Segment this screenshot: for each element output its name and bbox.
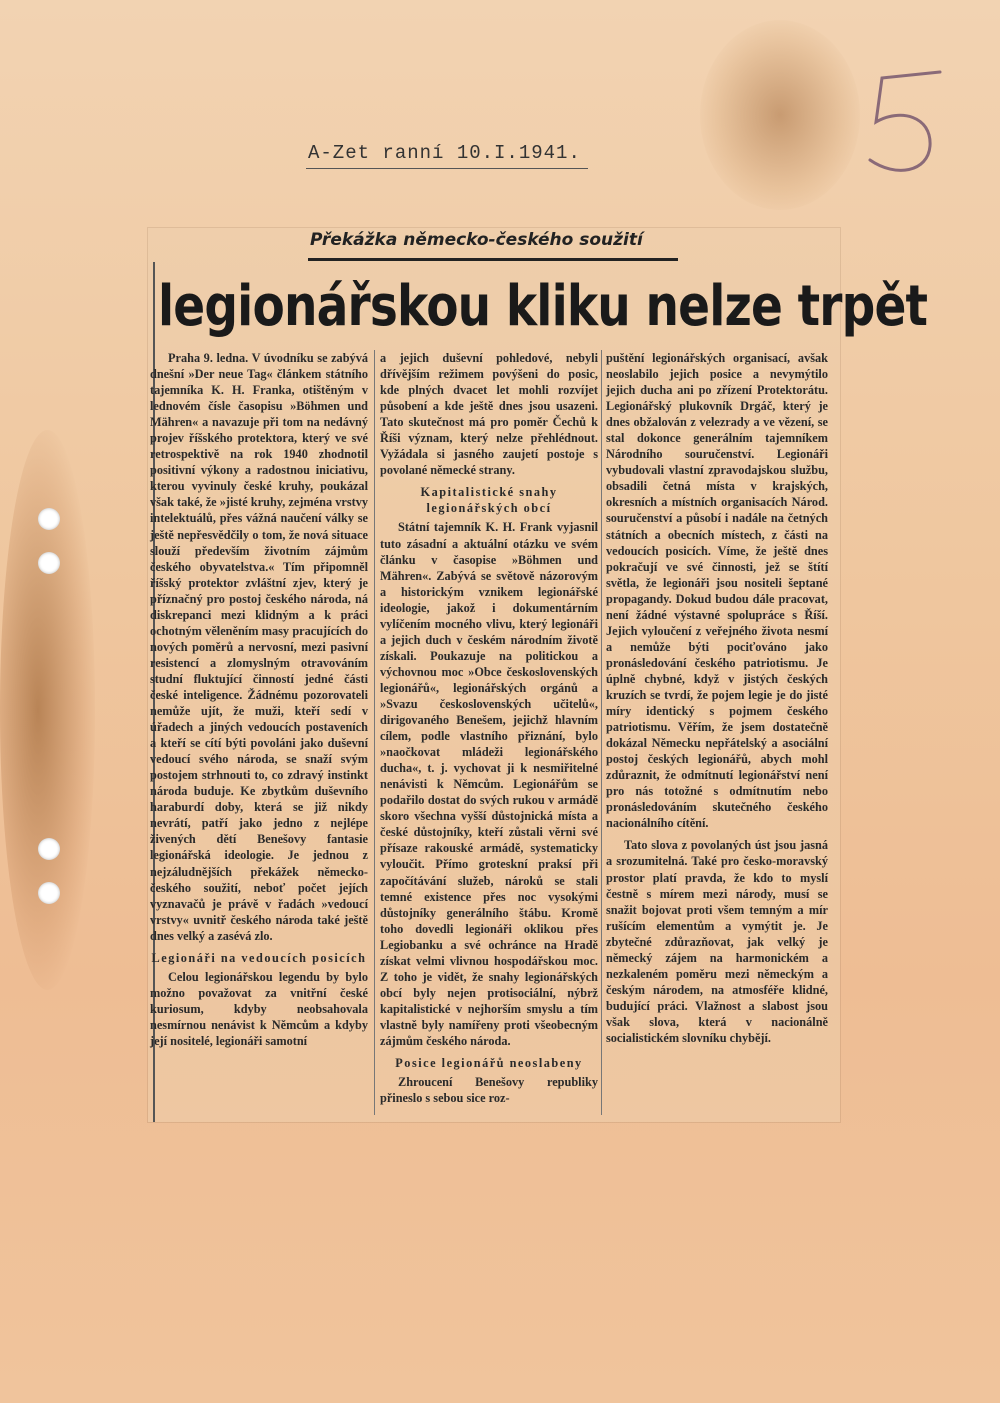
paragraph: Praha 9. ledna. V úvodníku se zabývá dnešní »Der neue Tag« článkem státního tajemníka K. H. Franka, otištěným v lednovém čísle časopisu »Böhmen und Mähren« a navazuje při tom na nedávný projev říšského protektora, který ve své retrospektivě na rok 1940 zhodnotil positivní výkony a radostnou iniciativu, kterou vyvinuly české kruhy, poukázal však také, že »jisté kruhy, zejména vrstvy intelektuálů, přes vážná naučení války se ještě nepřesvědčily o tom, že nová situace slouží především životním zájmům českého obyvatelstva.« Tím připomněl říšský protektor zvláštní zjev, který je příznačný pro postoj českého národa, ná diskrepanci mezi klidným a k práci ochotným věleněním masy pracujících do nových poměrů a nervosní, mezi pasivní resistencí a zlomyslným otravováním studní fluktující činností jedné části české inteligence. Žádnému pozorovateli nemůže ujít, že muži, kteří sedí v úřadech a jiných vedoucích postaveních a kteří se cítí býti povoláni jako duševní vedoucí svého národa, se snaží svým postojem strhnouti to, co zdravý instinkt národa buduje. Ke zbytkům duševního haraburdí doby, která se již nikdy nevrátí, patří jako jedno z nejlépe živených dětí Benešovy fantasie legionářská ideologie. Je jednou z nejzáludnějších překážek německo-českého soužití, neboť počet jejích vyznavačů je právě v řadách »vedoucí vrstvy« uvnitř českého národa také ještě dnes velký a zasévá zlo. (150, 351, 368, 943)
subheading: Legionáři na vedoucích posicích (151, 950, 367, 965)
article-column-2 (380, 350, 598, 1106)
article-kicker: Překážka německo-českého soužití (310, 230, 643, 250)
punch-hole (38, 838, 60, 860)
header-underline (306, 168, 588, 169)
kicker-rule (308, 258, 678, 261)
handwritten-number-mark (840, 60, 960, 180)
subheading: Posice legionářů neoslabeny (395, 1056, 583, 1071)
column-separator (374, 350, 375, 1115)
rust-stain (700, 20, 860, 210)
paragraph: Státní tajemník K. H. Frank vyjasnil tuto zásadní a aktuální otázku ve svém článku v časopise »Böhmen und Mähren«. Zabývá se světově názorovým a historickým vznikem legionářské ideologie, jakož i dokumentárním vylíčením mocného vlivu, který legionáři a jejich duch v českém národním životě získali. Poukazuje na politickou a výchovnou moc »Obce československých legionářů«, legionářských orgánů a »Svazu československých učitelů«, dirigovaného Benešem, jejichž hlavním cílem, podle vlastního přiznání, bylo »naočkovat mládeži legionářského ducha«, t. j. vychovat ji k nesmiřitelné nenávisti k Němcům. Legionářům se podařilo dostat do svých rukou v armádě skoro všechna vyšší důstojnická místa a české důstojníky, kteří zůstali věrni své přísaze rakouské armádě, systematicky vyloučit. Přímo groteskní praksí při započítávání služeb, nároků se stali temné existence přes noc vysokými důstojníky generálního štábu. Kromě toho dovedli legionáři oklikou přes Legiobanku a své ochránce na Hradě získat velmi vlivnou hospodářskou moc. Z toho je vidět, že snahy legionářských obcí byly nejen protisociální, nýbrž kapitalistické v nejhorším smyslu a tím vlastně byly namířeny proti všeobecným zájmům českého národa. (380, 520, 598, 1048)
paragraph: puštění legionářských organisací, avšak neoslabilo jejich posice a nevymýtilo jejich ducha ani po zřízení Protektorátu. Legionářský plukovník Drgáč, který je dnes obžalován z velezrady a ve vězení, se stal dokonce generálním tajemníkem Národního souručenství. Legionáři vybudovali vlastní zpravodajskou službu, obsadili četná místa v krajských, okresních a místních organisacích Národ. souručenství a působí i nadále na četných státních a obecních místech, z části na vedoucích posicích. Víme, že ještě dnes pokračují ve své činnosti, jež se štítí světla, že legionáři jsou nositeli šeptané propagandy. Dokud budou dále pracovat, není žádné výstavné spolupráce s Říší. Jejich vyloučení z veřejného života nesmí a nemůže býti pociťováno jako pronásledování českého patriotismu. Je úplně chybné, když v jistých českých kruzích se tvrdí, že pojem legie je do jisté míry identický s pojmem českého patriotismu. Věřím, že jsem dostatečně dokázal Německu nepřátelský a asociální postoj českých legionářů, abych mohl zdůraznit, že odmítnutí legionářství není pro nás totožné s odmítnutím nebo pronásledováním skutečného českého nacionálního cítění. (606, 351, 828, 831)
article-column-1 (150, 350, 368, 1049)
paragraph: a jejich duševní pohledové, nebyli dřívějším režimem povýšeni do posic, kde plných dvacet let mohli rozvíjet působení a kde ještě dnes jsou usazeni. Tato skutečnost má pro poměr Čechů k Říši význam, který nelze přehlédnout. Vyžádala si jasného zaujetí postoje s povolané německé strany. (380, 351, 598, 478)
paragraph: Celou legionářskou legendu by bylo možno považovat za vnitřní české kuriosum, kdyby neobsahovala nesmírnou nenávist k Němcům a kdyby její nositelé, legionáři samotní (150, 969, 368, 1048)
article-column-3 (606, 350, 828, 1046)
punch-hole (38, 882, 60, 904)
paragraph: Zhroucení Benešovy republiky přineslo s sebou sice roz- (380, 1075, 598, 1106)
column-separator (601, 350, 602, 1115)
paragraph: Tato slova z povolaných úst jsou jasná a srozumitelná. Také pro česko-moravský prostor platí pravda, že kdo to myslí čestně s mírem mezi národy, musí se snažit bojovat proti všem temným a mír rušícím elementům a vymýtit je. Je zbytečné zdůrazňovat, jak velký je německý zájem na harmonickém a nezkaleném poměru mezi německým a českým národem, na atmosféře klidné, budující práci. Vlažnost a slabost jsou však slova, která v nacionálně socialistickém slovníku chybějí. (606, 838, 828, 1045)
punch-hole (38, 552, 60, 574)
source-header: A-Zet ranní 10.I.1941. (308, 142, 581, 164)
subheading: Kapitalistické snahy legionářských obcí (420, 485, 558, 516)
punch-hole (38, 508, 60, 530)
article-headline: legionářskou kliku nelze trpět (158, 274, 928, 339)
